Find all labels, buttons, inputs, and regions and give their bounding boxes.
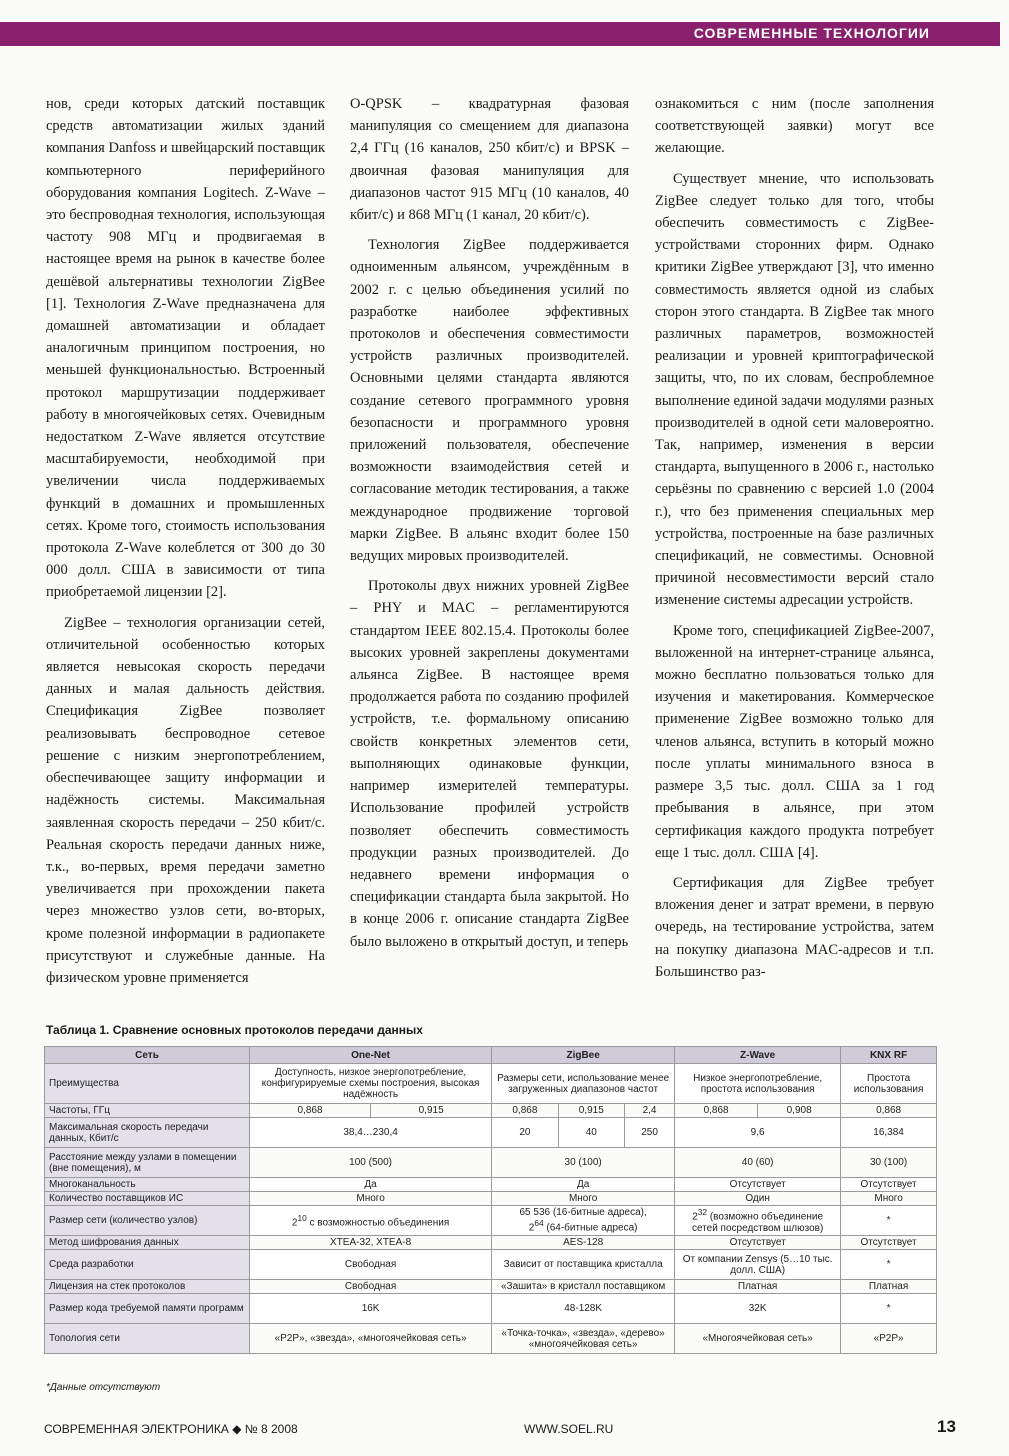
- section-title: СОВРЕМЕННЫЕ ТЕХНОЛОГИИ: [693, 25, 930, 41]
- table-cell: Платная: [675, 1280, 841, 1294]
- table-cell: Зависит от поставщика кристалла: [492, 1250, 675, 1280]
- table-cell: 0,868: [492, 1104, 558, 1118]
- paragraph: ознакомиться с ним (после заполнения соответствующей заявки) могут все желающие.: [655, 96, 934, 157]
- header-cell: One-Net: [250, 1047, 492, 1064]
- cell-text: с возможностью объединения: [306, 1217, 450, 1229]
- footer-website: WWW.SOEL.RU: [524, 1422, 614, 1436]
- table-cell: Да: [250, 1178, 492, 1192]
- table-cell: 16K: [250, 1294, 492, 1324]
- table-caption: Таблица 1. Сравнение основных протоколов передачи данных: [46, 1023, 423, 1037]
- table-row: [45, 1294, 937, 1324]
- table-cell: Платная: [841, 1280, 937, 1294]
- header-cell: Z-Wave: [675, 1047, 841, 1064]
- table-cell: «Зашита» в кристалл поставщиком: [492, 1280, 675, 1294]
- table-cell: AES-128: [492, 1236, 675, 1250]
- table-cell: Отсутствует: [675, 1178, 841, 1192]
- table-cell: Отсутствует: [841, 1178, 937, 1192]
- table-cell: Свободная: [250, 1280, 492, 1294]
- row-label: Размер кода требуемой памяти программ: [45, 1294, 250, 1324]
- row-label: Топология сети: [45, 1324, 250, 1354]
- table-row: [45, 1178, 937, 1192]
- table-cell: Размеры сети, использование менее загруженных диапазонов частот: [492, 1064, 675, 1104]
- cell-text: 2: [692, 1211, 698, 1223]
- table-cell: Низкое энергопотребление, простота использования: [675, 1064, 841, 1104]
- row-label: Метод шифрования данных: [45, 1236, 250, 1250]
- superscript: 64: [534, 1218, 544, 1229]
- section-banner: [0, 22, 1000, 46]
- row-label: Многоканальность: [45, 1178, 250, 1192]
- cell-text: 2: [528, 1222, 535, 1234]
- paragraph: Технология ZigBee поддерживается одноименным альянсом, учреждённым в 2002 г. с целью объединения усилий по разработке наиболее эффективных протоколов и обеспечения совместимости устройств различных производителей. Основными целями стандарта являются создание сетевого программного уровня безопасности и программного уровня приложений пользователя, обеспечение возможности взаимодействия сетей и согласование методик тестирования, а также международное продвижение торговой марки ZigBee. В альянс входит более 150 ведущих мировых производителей.: [350, 237, 629, 565]
- table-cell: 30 (100): [841, 1148, 937, 1178]
- table-cell: Свободная: [250, 1250, 492, 1280]
- table-cell: «Точка-точка», «звезда», «дерево» «многоячейковая сеть»: [492, 1324, 675, 1354]
- table-cell: 250: [624, 1118, 674, 1148]
- table-cell: 16,384: [841, 1118, 937, 1148]
- table-cell: 0,915: [558, 1104, 624, 1118]
- table-cell: 38,4…230,4: [250, 1118, 492, 1148]
- table-cell: 2,4: [624, 1104, 674, 1118]
- table-cell: 9,6: [675, 1118, 841, 1148]
- table-cell: Много: [492, 1192, 675, 1206]
- paragraph: Протоколы двух нижних уровней ZigBee – PHY и MAC – регламентируются стандартом IEEE 802.15.4. Протоколы более высоких уровней закреплены документами альянса ZigBee. В настоящее время продолжается работа по созданию профилей устройств, т.е. формальному описанию свойств конкретных элементов сети, выполняющих одинаковые функции, например измерителей температуры. Использование профилей устройств позволяет обеспечить совместимость продукции разных производителей. До недавнего времени информация о спецификации стандарта была закрытой. Но в конце 2006 г. описание стандарта ZigBee было выложено в открытый доступ, и теперь: [350, 578, 629, 950]
- paragraph: Сертификация для ZigBee требует вложения денег и затрат времени, в первую очередь, на тестирование устройства, затем на покупку диапазона MAC-адресов и т.п. Большинство раз-: [655, 874, 934, 980]
- table-footnote: *Данные отсутствуют: [46, 1382, 161, 1393]
- text-column-2: [350, 93, 629, 961]
- table-cell: Много: [250, 1192, 492, 1206]
- cell-text: 65 536 (16-битные адреса),: [519, 1207, 647, 1219]
- table-cell: 0,915: [371, 1104, 492, 1118]
- table-cell: Отсутствует: [841, 1236, 937, 1250]
- row-label: Максимальная скорость передачи данных, Кбит/с: [45, 1118, 250, 1148]
- table-cell: 32K: [675, 1294, 841, 1324]
- row-label: Преимущества: [45, 1064, 250, 1104]
- table-cell: Много: [841, 1192, 937, 1206]
- table-row: [45, 1206, 937, 1236]
- paragraph: O-QPSK – квадратурная фазовая манипуляция со смещением для диапазона 2,4 ГГц (16 каналов, 250 кбит/с) и BPSK – двоичная фазовая манипуляция для диапазонов частот 915 МГц (10 каналов, 40 кбит/с) и 868 МГц (1 канал, 20 кбит/с).: [350, 96, 629, 224]
- table-cell: Отсутствует: [675, 1236, 841, 1250]
- table-cell: Один: [675, 1192, 841, 1206]
- page-number: 13: [937, 1417, 956, 1436]
- table-cell: 20: [492, 1118, 558, 1148]
- paragraph: ZigBee – технология организации сетей, отличительной особенностью которых является невысокая скорость передачи данных и малая дальность действия. Спецификация ZigBee позволяет реализовывать беспроводное сетевое решение с низким энергопотреблением, обеспечивающее защиту информации и надёжность системы. Максимальная заявленная скорость передачи – 250 кбит/с. Реальная скорость передачи данных ниже, т.к., во-первых, время передачи заметно увеличивается при прохождении пакета через множество узлов сети, во-вторых, кроме полезной информации в радиопакете присутствуют и служебные данные. На физическом уровне применяется: [46, 614, 325, 986]
- row-label: Среда разработки: [45, 1250, 250, 1280]
- table-cell: 0,868: [250, 1104, 371, 1118]
- table-row: [45, 1148, 937, 1178]
- table-cell: Доступность, низкое энергопотребление, конфигурируемые схемы построения, высокая надёжность: [250, 1064, 492, 1104]
- header-cell: KNX RF: [841, 1047, 937, 1064]
- table-cell: *: [841, 1250, 937, 1280]
- superscript: 10: [297, 1212, 307, 1223]
- table-row: [45, 1324, 937, 1354]
- paragraph: нов, среди которых датский поставщик средств автоматизации жилых зданий компания Danfoss и швейцарский поставщик компьютерного периферийного оборудования компания Logitech. Z-Wave – это беспроводная технология, использующая частоту 908 МГц и продвигаемая в настоящее время на рынок в качестве более дешёвой альтернативы технологии ZigBee [1]. Технология Z-Wave предназначена для домашней автоматизации и обладает аналогичным принципом построения, но меньшей функциональностью. Встроенный протокол маршрутизации поддерживает работу в многоячейковых сетях. Очевидным недостатком Z-Wave является отсутствие масштабируемости, необходимой при увеличении числа поддерживаемых функций в домашних и промышленных сетях. Кроме того, стоимость использования протокола Z-Wave колеблется от 300 до 30 000 долл. США в зависимости от типа приобретаемой лицензии [2].: [46, 96, 325, 601]
- text-column-3: [655, 93, 934, 991]
- table-cell: 40: [558, 1118, 624, 1148]
- row-label: Количество поставщиков ИС: [45, 1192, 250, 1206]
- comparison-table: [44, 1046, 937, 1354]
- table-row: [45, 1104, 937, 1118]
- table-cell: 48-128K: [492, 1294, 675, 1324]
- table-row: [45, 1250, 937, 1280]
- paragraph: Кроме того, спецификацией ZigBee-2007, выложенной на интернет-странице альянса, можно бесплатно пользоваться только для изучения и макетирования. Коммерческое применение ZigBee возможно только для членов альянса, вступить в который можно после уплаты минимального взноса в размере 3,5 тыс. долл. США за 1 год пребывания в альянсе, при этом сертификация каждого продукта потребует еще 1 тыс. долл. США [4].: [655, 622, 934, 861]
- footer-journal: СОВРЕМЕННАЯ ЭЛЕКТРОНИКА ◆ № 8 2008: [44, 1422, 298, 1436]
- superscript: 32: [697, 1207, 708, 1218]
- table-cell: [250, 1206, 492, 1236]
- cell-text: 2: [291, 1217, 298, 1229]
- table-header-row: [45, 1047, 937, 1064]
- table-cell: Простота использования: [841, 1064, 937, 1104]
- cell-text: (64-битные адреса): [543, 1222, 638, 1234]
- table-cell: [675, 1206, 841, 1236]
- text-column-1: [46, 93, 325, 997]
- header-cell: ZigBee: [492, 1047, 675, 1064]
- table-cell: «Многоячейковая сеть»: [675, 1324, 841, 1354]
- table-cell: 40 (60): [675, 1148, 841, 1178]
- table-cell: *: [841, 1206, 937, 1236]
- table-row: [45, 1192, 937, 1206]
- paragraph: Существует мнение, что использовать ZigBee следует только для того, чтобы обеспечить совместимость с ZigBee-устройствами сторонних фирм. Однако критики ZigBee утверждают [3], что именно совместимость является одной из слабых сторон этого стандарта. В ZigBee так много различных параметров, возможностей реализации и уровней криптографической защиты, что, по их словам, беспроблемное выполнение единой задачи модулями разных производителей в одной сети маловероятно. Так, например, изменения в версии стандарта, выпущенного в 2006 г., настолько серьёзны по сравнению с версией 1.0 (2004 г.), что без применения специальных мер устройства, построенные на базе различных спецификаций, не совместимы. Основной причиной несовместимости версий стало изменение системы адресации устройств.: [655, 170, 934, 609]
- table-cell: Да: [492, 1178, 675, 1192]
- table-row: [45, 1064, 937, 1104]
- table-row: [45, 1236, 937, 1250]
- table-row: [45, 1280, 937, 1294]
- table-cell: «P2P»: [841, 1324, 937, 1354]
- row-label: Частоты, ГГц: [45, 1104, 250, 1118]
- table-cell: «P2P», «звезда», «многоячейковая сеть»: [250, 1324, 492, 1354]
- table-cell: 100 (500): [250, 1148, 492, 1178]
- header-cell: Сеть: [45, 1047, 250, 1064]
- table-cell: 0,868: [841, 1104, 937, 1118]
- table-cell: 0,868: [675, 1104, 758, 1118]
- cell-text: (возможно объединение сетей посредством шлюзов): [691, 1211, 824, 1234]
- table-cell: XTEA-32, XTEA-8: [250, 1236, 492, 1250]
- table-cell: 30 (100): [492, 1148, 675, 1178]
- table-cell: 0,908: [758, 1104, 841, 1118]
- row-label: Лицензия на стек протоколов: [45, 1280, 250, 1294]
- table-cell: От компании Zensys (5…10 тыс. долл. США): [675, 1250, 841, 1280]
- row-label: Размер сети (количество узлов): [45, 1206, 250, 1236]
- table-row: [45, 1118, 937, 1148]
- row-label: Расстояние между узлами в помещении (вне помещения), м: [45, 1148, 250, 1178]
- table-cell: *: [841, 1294, 937, 1324]
- table-cell: [492, 1206, 675, 1236]
